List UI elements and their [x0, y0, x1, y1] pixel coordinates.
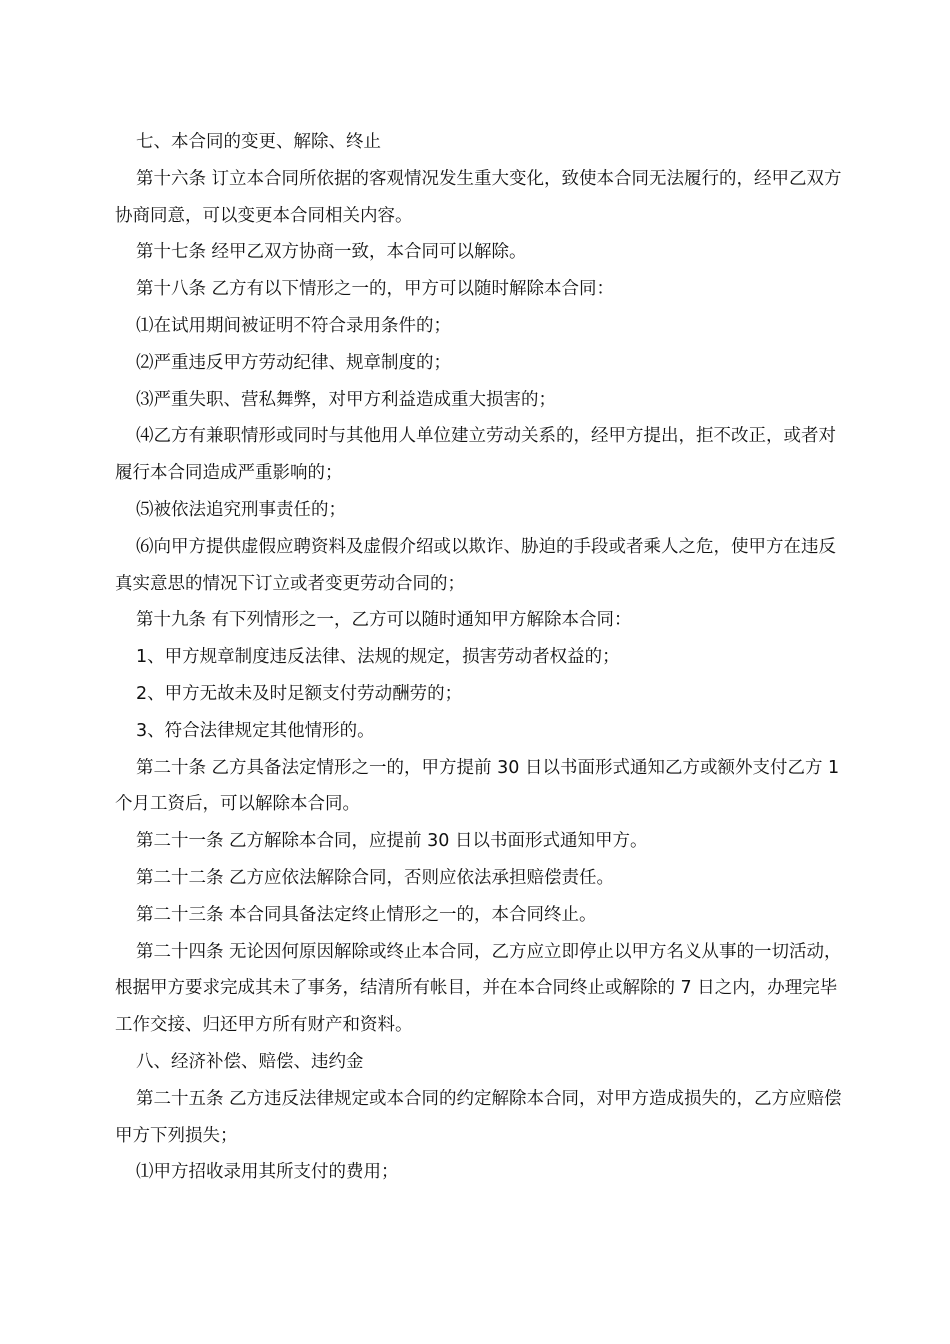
- article-18-item-5: ⑸被依法追究刑事责任的；: [136, 499, 346, 520]
- section-heading-8: 八、经济补偿、赔偿、违约金: [136, 1051, 364, 1072]
- article-16: 第十六条 订立本合同所依据的客观情况发生重大变化，致使本合同无法履行的，经甲乙双方协商同意，可以变更本合同相关内容。: [115, 168, 842, 226]
- article-18-item-6: ⑹向甲方提供虚假应聘资料及虚假介绍或以欺诈、胁迫的手段或者乘人之危，使甲方在违反真实意思的情况下订立或者变更劳动合同的；: [115, 536, 836, 594]
- article-18-item-1: ⑴在试用期间被证明不符合录用条件的；: [136, 315, 451, 336]
- article-18-item-2: ⑵严重违反甲方劳动纪律、规章制度的；: [136, 352, 451, 373]
- article-19-item-3: 3、符合法律规定其他情形的。: [136, 720, 375, 741]
- article-20: 第二十条 乙方具备法定情形之一的，甲方提前 30 日以书面形式通知乙方或额外支付乙方 1 个月工资后，可以解除本合同。: [115, 757, 840, 815]
- article-25: 第二十五条 乙方违反法律规定或本合同的约定解除本合同，对甲方造成损失的，乙方应赔偿甲方下列损失；: [115, 1088, 842, 1146]
- article-24: 第二十四条 无论因何原因解除或终止本合同，乙方应立即停止以甲方名义从事的一切活动，根据甲方要求完成其未了事务，结清所有帐目，并在本合同终止或解除的 7 日之内，办理完毕工作交接、归还甲方所有财产和资料。: [115, 941, 842, 1036]
- article-18: 第十八条 乙方有以下情形之一的，甲方可以随时解除本合同：: [136, 279, 615, 300]
- article-18-item-4: ⑷乙方有兼职情形或同时与其他用人单位建立劳动关系的，经甲方提出，拒不改正，或者对履行本合同造成严重影响的；: [115, 426, 836, 484]
- article-19-item-1: 1、甲方规章制度违反法律、法规的规定，损害劳动者权益的；: [136, 647, 620, 668]
- article-23: 第二十三条 本合同具备法定终止情形之一的，本合同终止。: [136, 904, 597, 925]
- article-18-item-3: ⑶严重失职、营私舞弊，对甲方利益造成重大损害的；: [136, 389, 556, 410]
- document-body: [115, 124, 850, 1191]
- article-25-item-1: ⑴甲方招收录用其所支付的费用；: [136, 1162, 399, 1183]
- section-heading-7: 七、本合同的变更、解除、终止: [136, 132, 381, 152]
- article-19: 第十九条 有下列情形之一，乙方可以随时通知甲方解除本合同：: [136, 610, 632, 631]
- article-21: 第二十一条 乙方解除本合同，应提前 30 日以书面形式通知甲方。: [136, 831, 648, 852]
- article-17: 第十七条 经甲乙双方协商一致，本合同可以解除。: [136, 242, 527, 263]
- article-19-item-2: 2、甲方无故未及时足额支付劳动酬劳的；: [136, 683, 463, 704]
- article-22: 第二十二条 乙方应依法解除合同，否则应依法承担赔偿责任。: [136, 867, 615, 888]
